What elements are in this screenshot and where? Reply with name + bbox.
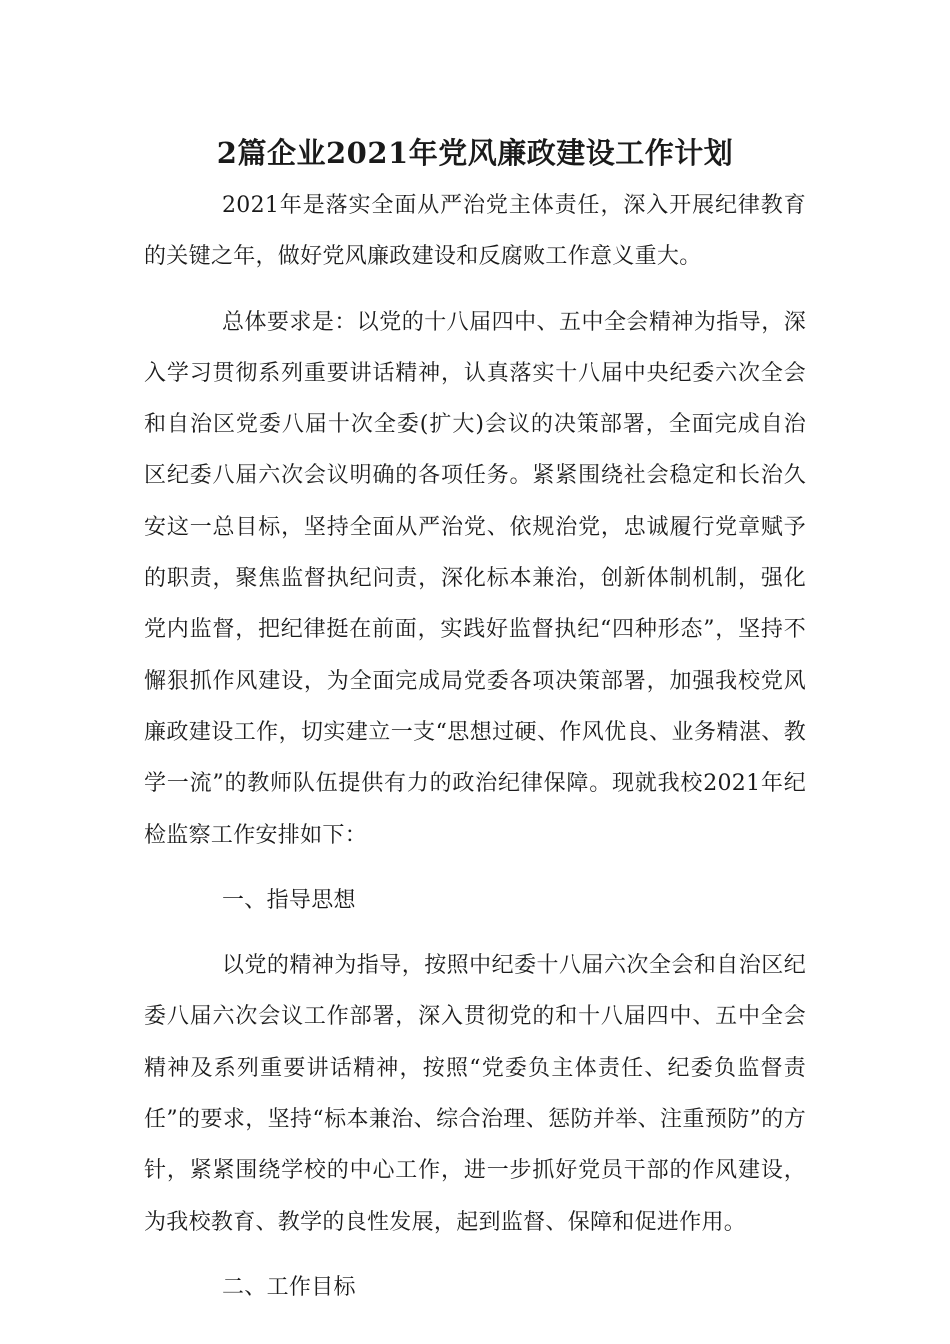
section-heading-work-goals: 二、工作目标 [222, 1274, 356, 1300]
section-heading-guiding-ideology: 一、指导思想 [222, 887, 356, 913]
paragraph-general-requirements: 总体要求是：以党的十八届四中、五中全会精神为指导，深入学习贯彻系列重要讲话精神，认真落实十八届中央纪委六次全会和自治区党委八届十次全委(扩大)会议的决策部署，全面完成自治区纪委八届六次会议明确的各项任务。紧紧围绕社会稳定和长治久安这一总目标，坚持全面从严治党、依规治党，忠诚履行党章赋予的职责，聚焦监督执纪问责，深化标本兼治，创新体制机制，强化党内监督，把纪律挺在前面，实践好监督执纪“四种形态”，坚持不懈狠抓作风建设，为全面完成局党委各项决策部署，加强我校党风廉政建设工作，切实建立一支“思想过硬、作风优良、业务精湛、教学一流”的教师队伍提供有力的政治纪律保障。现就我校2021年纪检监察工作安排如下： [144, 309, 806, 848]
paragraph-intro: 2021年是落实全面从严治党主体责任，深入开展纪律教育的关键之年，做好党风廉政建设和反腐败工作意义重大。 [144, 193, 806, 270]
paragraph-guiding-ideology: 以党的精神为指导，按照中纪委十八届六次全会和自治区纪委八届六次会议工作部署，深入贯彻党的和十八届四中、五中全会精神及系列重要讲话精神，按照“党委负主体责任、纪委负监督责任”的要求，坚持“标本兼治、综合治理、惩防并举、注重预防”的方针，紧紧围绕学校的中心工作，进一步抓好党员干部的作风建设，为我校教育、教学的良性发展，起到监督、保障和促进作用。 [144, 953, 806, 1235]
document-title: 2篇企业2021年党风廉政建设工作计划 [216, 136, 734, 170]
document-body [144, 180, 806, 1313]
